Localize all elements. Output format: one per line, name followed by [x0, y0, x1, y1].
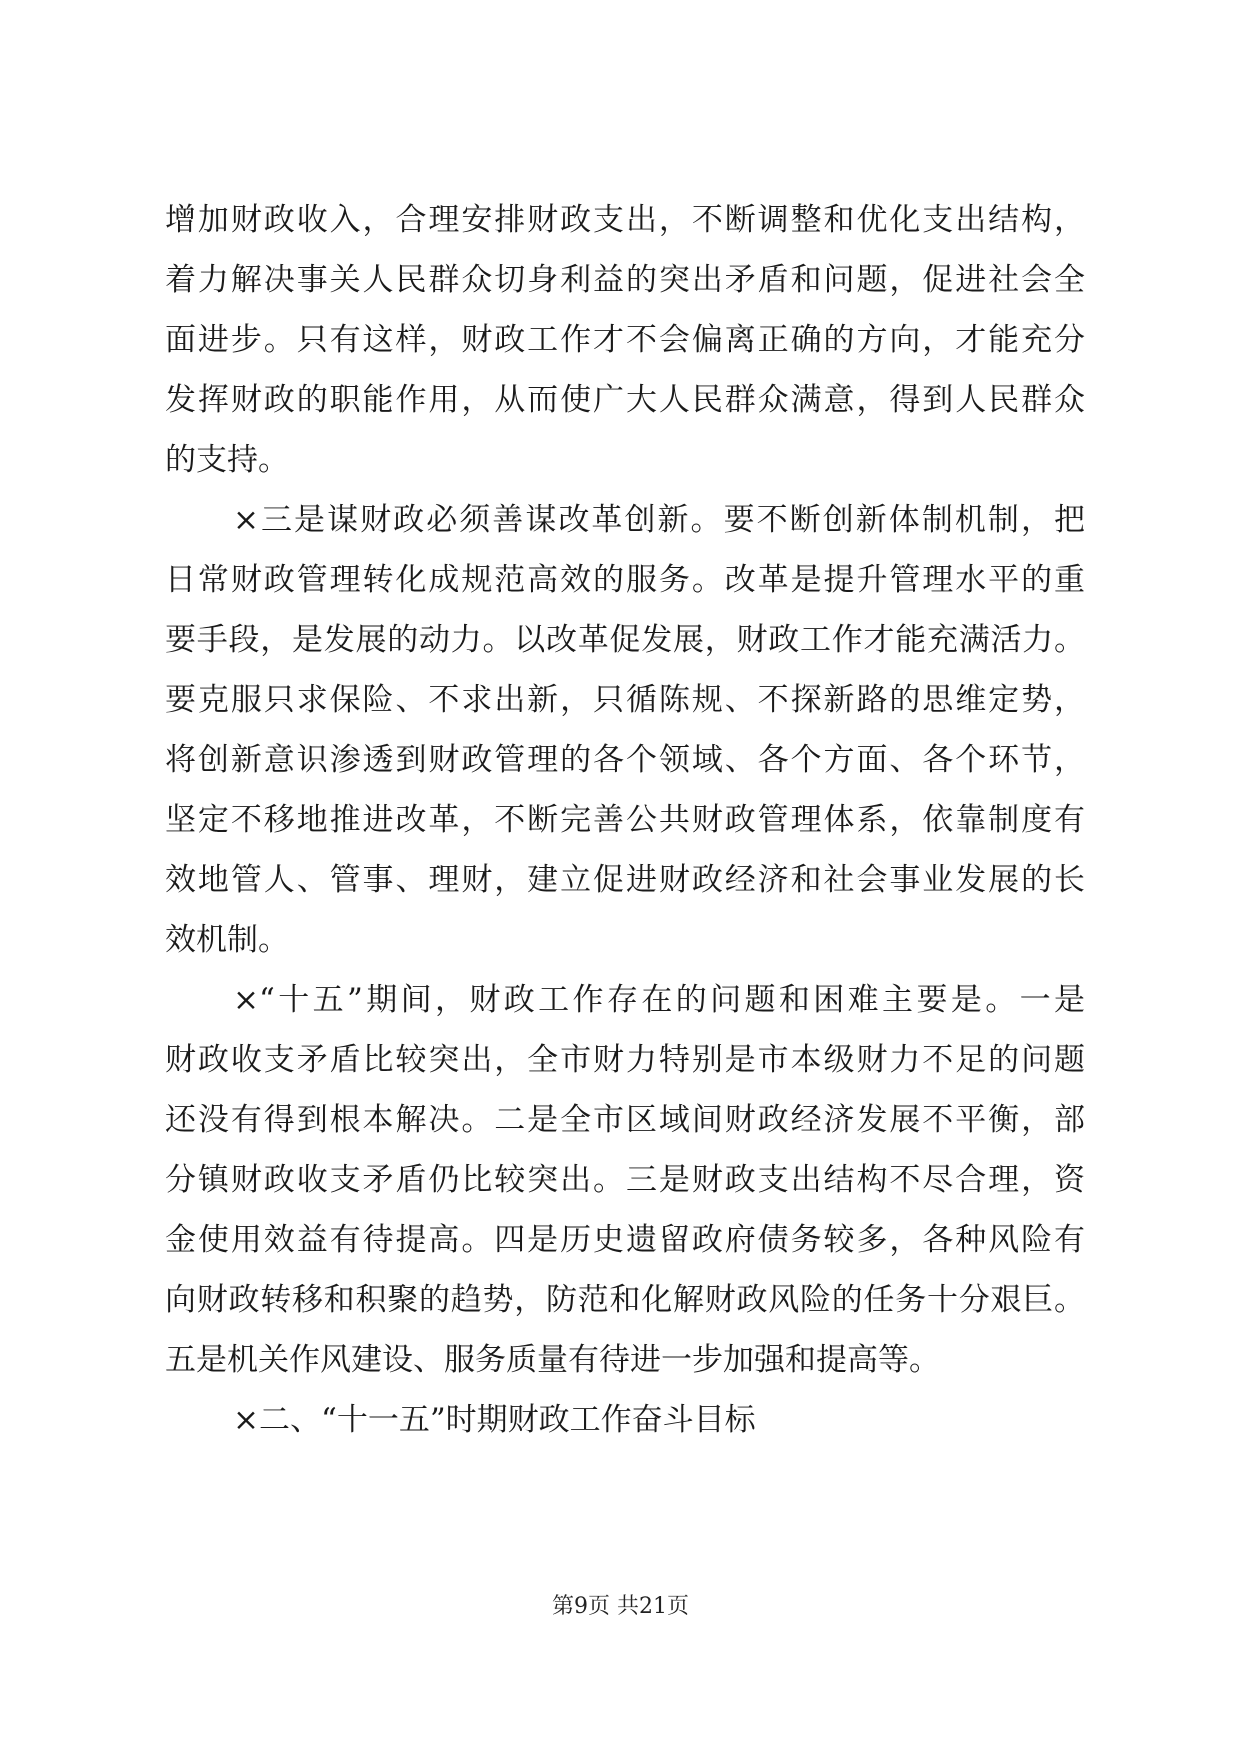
text-line: 五是机关作风建设、服务质量有待进一步加强和提高等。	[165, 1342, 940, 1378]
text-line: 分镇财政收支矛盾仍比较突出。三是财政支出结构不尽合理，资	[165, 1162, 1085, 1198]
text-line: 还没有得到根本解决。二是全市区域间财政经济发展不平衡，部	[165, 1102, 1085, 1138]
text-line: 发挥财政的职能作用，从而使广大人民群众满意，得到人民群众	[165, 382, 1085, 418]
text-line: 的支持。	[165, 442, 289, 478]
document-body	[165, 190, 1085, 1450]
text-line: ×三是谋财政必须善谋改革创新。要不断创新体制机制，把	[233, 502, 1085, 538]
text-line: 将创新意识渗透到财政管理的各个领域、各个方面、各个环节，	[165, 742, 1085, 778]
section-heading: ×二、“十一五”时期财政工作奋斗目标	[233, 1402, 756, 1438]
text-line: 坚定不移地推进改革，不断完善公共财政管理体系，依靠制度有	[165, 802, 1085, 838]
text-line: 要手段，是发展的动力。以改革促发展，财政工作才能充满活力。	[165, 622, 1085, 658]
text-line: 效地管人、管事、理财，建立促进财政经济和社会事业发展的长	[165, 862, 1085, 898]
page-number-footer: 第9页 共21页	[552, 1594, 689, 1619]
text-line: 效机制。	[165, 922, 289, 958]
text-line: 向财政转移和积聚的趋势，防范和化解财政风险的任务十分艰巨。	[165, 1282, 1085, 1318]
text-line: 财政收支矛盾比较突出，全市财力特别是市本级财力不足的问题	[165, 1042, 1085, 1078]
text-line: 日常财政管理转化成规范高效的服务。改革是提升管理水平的重	[165, 562, 1085, 598]
text-line: 增加财政收入，合理安排财政支出，不断调整和优化支出结构，	[165, 202, 1085, 238]
text-line: 着力解决事关人民群众切身利益的突出矛盾和问题，促进社会全	[165, 262, 1085, 298]
text-line: 要克服只求保险、不求出新，只循陈规、不探新路的思维定势，	[165, 682, 1085, 718]
text-line: ×“十五”期间，财政工作存在的问题和困难主要是。一是	[233, 982, 1085, 1018]
text-line: 面进步。只有这样，财政工作才不会偏离正确的方向，才能充分	[165, 322, 1085, 358]
text-line: 金使用效益有待提高。四是历史遗留政府债务较多，各种风险有	[165, 1222, 1085, 1258]
